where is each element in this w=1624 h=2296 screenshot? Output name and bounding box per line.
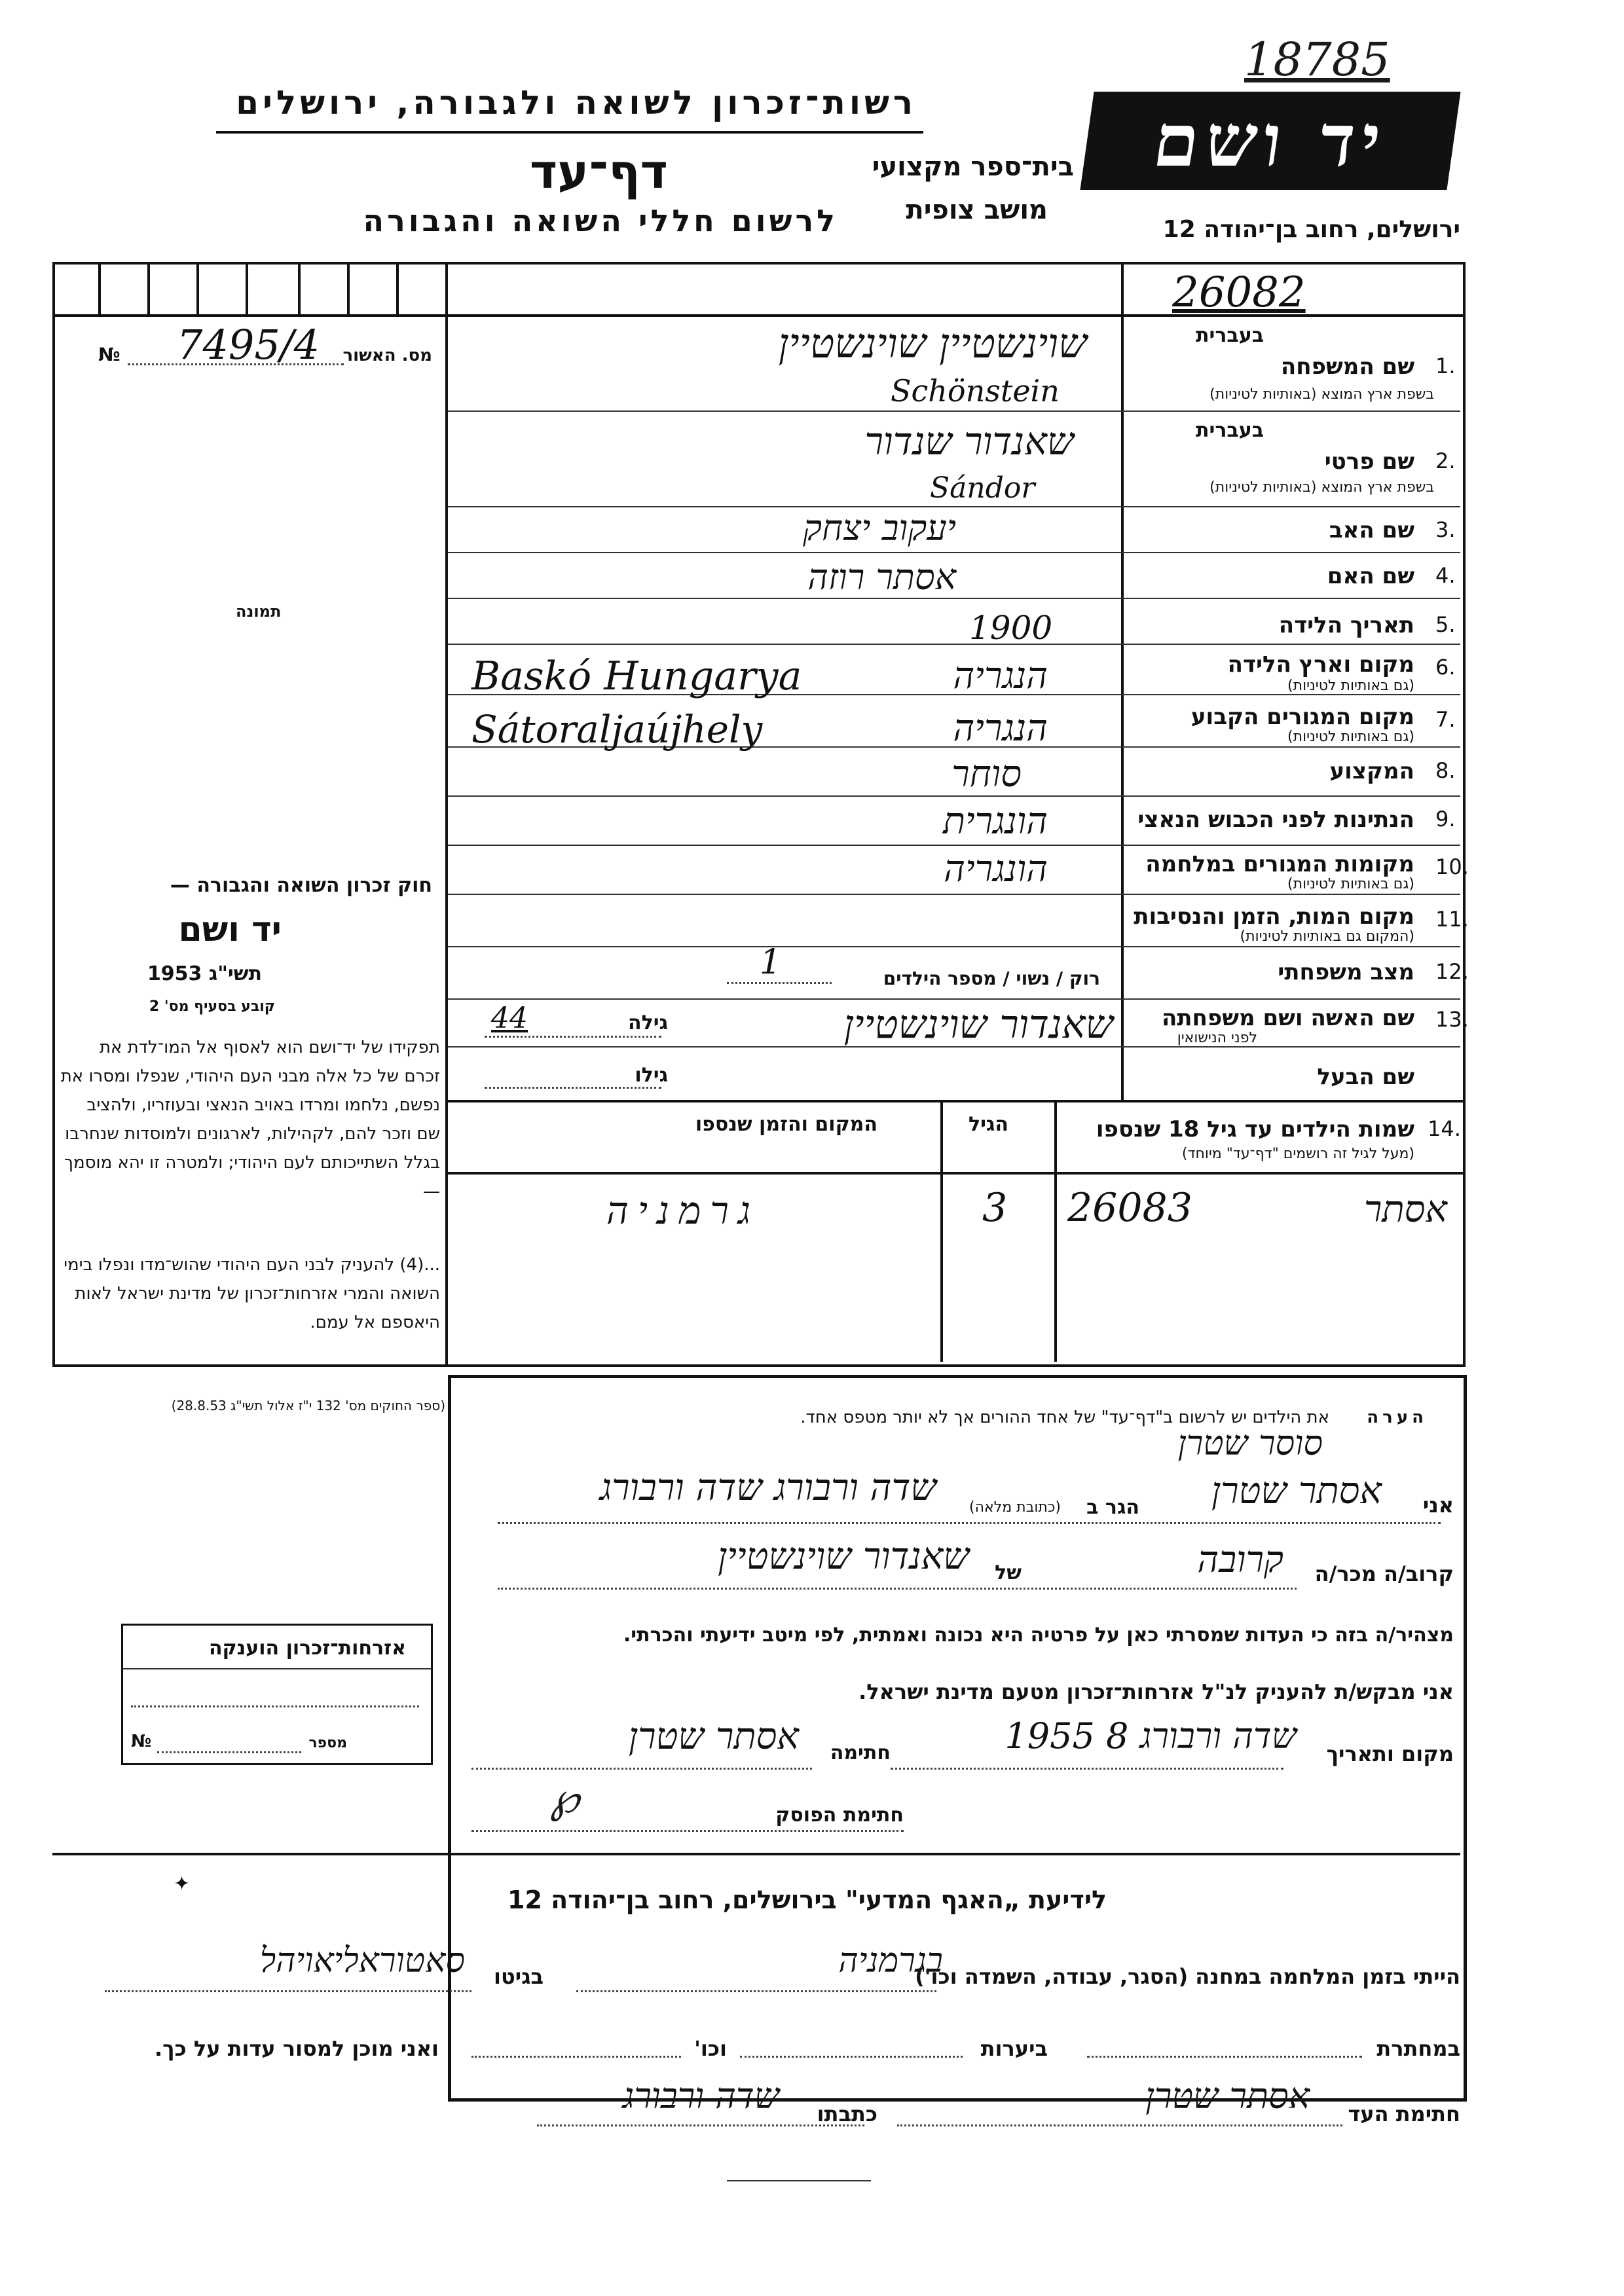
official-sig-dots <box>471 1830 904 1832</box>
science-title: לידיעת „האגף המדעי" בירושלים, רחוב בן־יהודה 12 <box>507 1886 1107 1914</box>
field-9-number: 9. <box>1435 807 1456 831</box>
section-rule-14 <box>448 1100 1463 1102</box>
law-para2: ...(4) להעניק לבני העם היהודי שהוש־מדו ונפלו בימי השואה והמרי אזרחות־זכרון של מדינת ישראל לאות היאספם אל עמם. <box>64 1255 440 1332</box>
field-5-value: 1900 <box>969 609 1053 647</box>
org-line: רשות־זכרון לשואה ולגבורה, ירושלים <box>236 84 917 122</box>
law-para1: תפקידו של יד־ושם הוא לאסוף אל המו־לדת את זכרם של כל אלה מבני העם היהודי, שנפלו ומסרו את נפשם, נלחמו ומרדו באויב הנאצי ובעוזריו, ולהציב שם וזכר להם, לקהילות, לארגונים ולמוסדות שנחרבו בגלל השתייכותם לעם היהודי; ולמטרה זו יהא מוסמך — <box>60 1038 440 1201</box>
witness-sig-label: חתימת העד <box>1348 2102 1460 2126</box>
place-date-dots <box>891 1768 1283 1770</box>
law-name: יד ושם <box>178 910 282 949</box>
field-7-sub: (גם באותיות לטיניות) <box>1287 729 1414 745</box>
citizenship-title: אזרחות־זכרון הוענקה <box>208 1637 406 1660</box>
row-rule <box>448 552 1460 553</box>
law-year: תשי"ג 1953 <box>147 962 262 985</box>
field-8-label: המקצוע <box>1329 758 1414 784</box>
field-1-sub: בשפת ארץ המוצא (באותיות לטיניות) <box>1209 386 1434 403</box>
field-13-number: 13. <box>1435 1007 1469 1032</box>
marital-text: רוק / נשוי / מספר הילדים <box>883 968 1100 989</box>
declarant-name-above: סוסר שטרן <box>1177 1424 1323 1463</box>
citizenship-title-rule <box>123 1668 431 1669</box>
tick <box>246 262 248 314</box>
ready-label: ואני מוכן למסור עדות על כך. <box>154 2036 439 2061</box>
tick <box>396 262 399 314</box>
field-10-label: מקומות המגורים במלחמה <box>1145 851 1414 877</box>
underground-label: במחתרת <box>1376 2036 1460 2061</box>
field-2-number: 2. <box>1435 448 1456 473</box>
law-section: קובע בסעיף מס' 2 <box>149 998 275 1015</box>
row-rule <box>448 998 1460 1000</box>
field-10-sub: (גם באותיות לטיניות) <box>1287 876 1414 892</box>
underground-dots <box>1087 2056 1362 2058</box>
of-label: של <box>995 1561 1022 1584</box>
archive-number: 18785 <box>1244 33 1390 86</box>
printer-line1: בית־ספר מקצועי <box>872 152 1074 182</box>
children-place-header: המקום והזמן שנספו <box>695 1113 877 1136</box>
witness-address-label: כתבתו <box>817 2102 877 2126</box>
citizenship-number-label: מספר <box>308 1735 347 1751</box>
field-5-label: תאריך הלידה <box>1278 612 1414 638</box>
field-6-value: הנגריה <box>953 655 1048 697</box>
camp-dots <box>576 1990 936 1992</box>
statement-1: מצהיר/ה בזה כי העדות שמסרתי כאן על פרטיה היא נכונה ואמתית, לפי מיטב ידיעתי והכרתי. <box>623 1624 1454 1647</box>
relation-value: קרובה <box>1197 1539 1283 1581</box>
of-person: שאנדור שוינשטיין <box>718 1535 969 1578</box>
child-age: 3 <box>982 1185 1008 1231</box>
ghetto-value: סאטוראליאויהל <box>259 1941 465 1980</box>
relative-dots <box>498 1588 1297 1590</box>
signature-dots <box>471 1768 812 1770</box>
address: ירושלים, רחוב בן־יהודה 12 <box>1162 216 1460 243</box>
field-1-hebrew-tag: בעברית <box>1196 324 1264 347</box>
children-age-divider-right <box>1054 1100 1057 1362</box>
field-11-sub: (המקום גם באותיות לטיניות) <box>1240 928 1414 945</box>
marital-dots <box>727 982 832 984</box>
cursor-mark: ✦ <box>174 1872 191 1895</box>
field-1-value-latin: Schönstein <box>891 373 1060 409</box>
field-9-value: הונגרית <box>942 800 1048 843</box>
field-7-value-latin: Sátoraljaújhely <box>471 707 763 752</box>
field-1-label: שם המשפחה <box>1280 354 1414 380</box>
field-3-label: שם האב <box>1329 517 1414 543</box>
citizenship-dots-2 <box>157 1751 301 1753</box>
field-5-number: 5. <box>1435 612 1456 637</box>
printer-line2: מושב צופית <box>906 195 1048 225</box>
place-date-label: מקום ותאריך <box>1326 1741 1454 1766</box>
row-rule <box>448 894 1460 895</box>
tick <box>147 262 150 314</box>
org-underline <box>216 131 923 134</box>
citizenship-dots-1 <box>131 1705 419 1707</box>
approval-value: 7495/4 <box>177 321 320 369</box>
law-title: חוק זכרון השואה והגבורה — <box>170 874 432 897</box>
witness-address-value: שדה ורבורג <box>622 2075 779 2117</box>
forests-label: ביערות <box>980 2036 1048 2061</box>
husband-age-dots <box>485 1087 661 1089</box>
field-6-label: מקום וארץ הלידה <box>1227 651 1414 678</box>
photo-label: תמונה <box>236 602 282 621</box>
field-4-value: אסתר רוזה <box>807 556 956 598</box>
record-number: 26082 <box>1172 268 1306 317</box>
signature-label: חתימה <box>830 1741 891 1764</box>
place-date-value: שדה ורבורג 8 1955 <box>1005 1715 1297 1757</box>
children-label: שמות הילדים עד גיל 18 שנספו <box>1096 1116 1414 1142</box>
field-12-number: 12. <box>1435 959 1469 984</box>
husband-label: שם הבעל <box>1317 1064 1414 1090</box>
field-10-value: הונגריה <box>944 848 1048 890</box>
field-4-number: 4. <box>1435 563 1456 588</box>
label-column-divider <box>1121 262 1124 1100</box>
field-7-label: מקום המגורים הקבוע <box>1190 704 1414 730</box>
field-1-number: 1. <box>1435 354 1456 378</box>
row-rule <box>448 845 1460 846</box>
field-6-number: 6. <box>1435 655 1456 680</box>
form-subtitle: לרשום חללי השואה והגבורה <box>363 203 838 238</box>
witness-address-dots <box>537 2124 864 2126</box>
child-number: 26083 <box>1067 1185 1192 1231</box>
field-13-value: שאנדור שוינשטיין <box>843 1002 1113 1048</box>
etc-label: וכו' <box>694 2036 727 2061</box>
field-12-label: מצב משפחתי <box>1278 959 1414 985</box>
ghetto-label: בגיטו <box>494 1964 544 1989</box>
note-label: הערה <box>1367 1408 1428 1427</box>
field-11-number: 11. <box>1435 907 1469 932</box>
field-13-label: שם האשה ושם משפחתה <box>1161 1005 1414 1031</box>
field-7-value: הנגריה <box>953 707 1048 750</box>
logo-text: יד ושם <box>1148 98 1393 183</box>
relative-label: קרוב/ה מכר/ה <box>1314 1561 1454 1586</box>
declarant-address: שדה ורבורג שדה ורבורג <box>599 1467 936 1509</box>
i-label: אני <box>1422 1493 1454 1518</box>
address-hint: (כתובת מלאה) <box>969 1499 1061 1516</box>
field-3-value: יעקוב יצחק <box>803 507 956 549</box>
declarant-dots <box>498 1522 1441 1524</box>
marital-value: 1 <box>760 943 782 982</box>
yad-vashem-logo <box>1080 92 1460 190</box>
note-text: את הילדים יש לרשום ב"דף־עד" של אחד ההורים אך לא יותר מטפס אחד. <box>800 1408 1329 1427</box>
children-sub: (מעל לגיל זה רושמים "דף־עד" מיוחד) <box>1181 1146 1414 1162</box>
field-10-number: 10. <box>1435 854 1469 879</box>
wife-age-dots <box>485 1036 661 1038</box>
field-8-value: סוחר <box>951 753 1022 795</box>
tick <box>196 262 199 314</box>
row-rule <box>448 795 1460 797</box>
witness-sig-value: אסתר שטרן <box>1145 2075 1310 2117</box>
bottom-short-rule <box>727 2180 871 2181</box>
tick <box>98 262 101 314</box>
declarant-name: אסתר שטרן <box>1211 1470 1382 1512</box>
field-2-sub: בשפת ארץ המוצא (באותיות לטיניות) <box>1209 479 1434 496</box>
witness-sig-dots <box>897 2124 1342 2126</box>
field-6-value-latin: Baskó Hungarya <box>471 653 802 699</box>
official-sig-label: חתימת הפוסק <box>775 1804 904 1827</box>
wife-age-value: 44 <box>491 1002 528 1035</box>
citizenship-no-symbol: № <box>131 1732 152 1751</box>
row-rule <box>448 410 1460 412</box>
signature-scribble: ℘ <box>550 1774 580 1823</box>
row-rule <box>448 598 1460 599</box>
field-4-label: שם האם <box>1327 563 1414 589</box>
law-citation: (ספר החוקים מס' 132 י"ז אלול תשי"ג 28.8.53) <box>171 1398 445 1413</box>
children-age-divider-left <box>940 1100 943 1362</box>
science-line1: הייתי בזמן המלחמה במחנה (הסגר, עבודה, השמדה וכו') <box>915 1964 1460 1989</box>
row-rule <box>448 946 1460 947</box>
field-3-number: 3. <box>1435 517 1456 542</box>
lives-label: הגר ב <box>1086 1496 1139 1519</box>
tick <box>347 262 350 314</box>
field-7-number: 7. <box>1435 707 1456 732</box>
field-6-sub: (גם באותיות לטיניות) <box>1287 678 1414 694</box>
field-9-label: הנתינות לפני הכבוש הנאצי <box>1137 807 1414 833</box>
signature-value: אסתר שטרן <box>628 1715 799 1758</box>
ghetto-dots <box>105 1990 471 1992</box>
etc-dots <box>471 2056 681 2058</box>
form-title: דף־עד <box>529 144 668 199</box>
field-13-sub: לפני הנישואין <box>1177 1030 1257 1046</box>
child-name: אסתר <box>1363 1188 1447 1231</box>
statement-2: אני מבקש/ת להעניק לנ"ל אזרחות־זכרון מטעם מדינת ישראל. <box>858 1679 1454 1704</box>
field-11-label: מקום המות, הזמן והנסיבות <box>1134 903 1414 930</box>
science-camp: בגרמניה <box>838 1941 943 1980</box>
field-1-value: שוינשטיין שוינשטיין <box>778 319 1087 367</box>
forests-dots <box>740 2056 963 2058</box>
child-place: גרמניה <box>606 1188 760 1233</box>
approval-no-symbol: № <box>98 344 120 365</box>
husband-age-label: גילו <box>635 1064 668 1087</box>
field-8-number: 8. <box>1435 758 1456 783</box>
left-column-divider <box>445 262 448 1364</box>
field-2-hebrew-tag: בעברית <box>1196 419 1264 442</box>
field-2-value: שאנדור שנדור <box>864 419 1074 464</box>
tick <box>298 262 301 314</box>
children-number: 14. <box>1428 1116 1461 1141</box>
approval-label: מס. האשור <box>342 346 432 365</box>
row-rule <box>448 644 1460 645</box>
children-age-header: הגיל <box>969 1113 1008 1136</box>
children-header-rule <box>448 1172 1463 1175</box>
field-2-label: שם פרטי <box>1324 448 1414 475</box>
wife-age-label: גילה <box>628 1011 668 1034</box>
field-2-value-latin: Sándor <box>930 471 1035 505</box>
